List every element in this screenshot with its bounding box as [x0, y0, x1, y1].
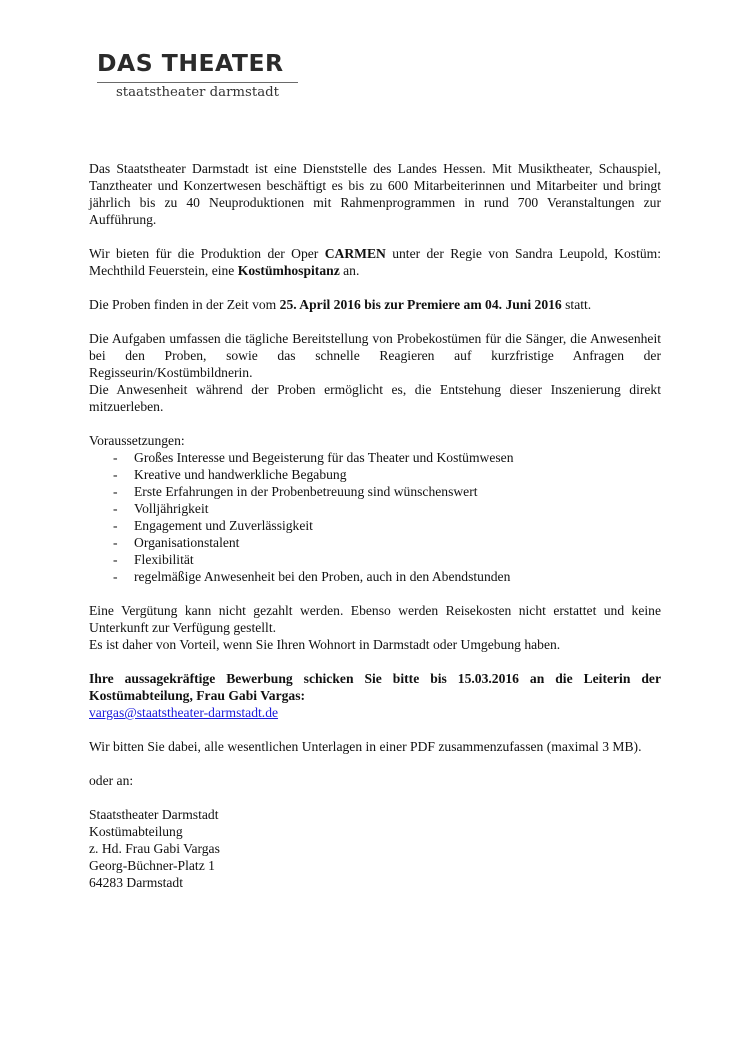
theater-logo [97, 50, 299, 100]
address-line: 64283 Darmstadt [89, 875, 184, 890]
advantage-paragraph: Es ist daher von Vorteil, wenn Sie Ihren Wohnort in Darmstadt oder Umgebung haben. [89, 637, 561, 652]
requirements-list [89, 449, 661, 585]
address-line: Kostümabteilung [89, 824, 183, 839]
list-item: - regelmäßige Anwesenheit bei den Proben, auch in den Abendstunden [89, 568, 661, 585]
offer-text-3: an. [339, 263, 360, 278]
compensation-paragraph: Eine Vergütung kann nicht gezahlt werden. Ebenso werden Reisekosten nicht erstattet und keine Unterkunft zur Verfügung gestellt. [89, 603, 661, 635]
list-item: - Erste Erfahrungen in der Probenbetreuung sind wünschenswert [89, 483, 661, 500]
rehearsal-period: 25. April 2016 bis zur Premiere am 04. Juni 2016 [279, 297, 562, 312]
list-item: - Volljährigkeit [89, 500, 661, 517]
email-line [89, 704, 661, 721]
logo-subtitle: staatstheater darmstadt [115, 85, 279, 100]
dates-suffix: statt. [561, 297, 592, 312]
dates-prefix: Die Proben finden in der Zeit vom [89, 297, 280, 312]
postal-address [89, 806, 661, 891]
dates-paragraph [89, 296, 661, 313]
experience-paragraph: Die Anwesenheit während der Proben ermöglicht es, die Entstehung dieser Inszenierung direkt mitzuerleben. [89, 382, 661, 414]
application-instructions: Ihre aussagekräftige Bewerbung schicken Sie bitte bis 15.03.2016 an die Leiterin der Kostümabteilung, Frau Gabi Vargas: [89, 671, 661, 703]
position-title: Kostümhospitanz [237, 263, 340, 278]
application-paragraph [89, 670, 661, 704]
requirements-heading: Voraussetzungen: [89, 433, 185, 448]
list-item: - Engagement und Zuverlässigkeit [89, 517, 661, 534]
tasks-paragraph: Die Aufgaben umfassen die tägliche Bereitstellung von Probekostümen für die Sänger, die Anwesenheit bei den Proben, sowie das schnelle Reagieren auf kurzfristige Anfragen der Regisseurin/Kostümbildnerin. [89, 331, 661, 380]
logo-divider [97, 82, 298, 83]
letter-body [89, 160, 661, 891]
intro-paragraph: Das Staatstheater Darmstadt ist eine Dienststelle des Landes Hessen. Mit Musiktheater, Schauspiel, Tanztheater und Konzertwesen beschäftigt es bis zu 600 Mitarbeiterinnen und Mitarbeiter und bringt jährlich bis zu 40 Neuproduktionen mit Rahmenprogrammen in rund 700 Veranstaltungen zur Aufführung. [89, 161, 661, 227]
list-item: - Kreative und handwerkliche Begabung [89, 466, 661, 483]
offer-text-2: unter der Regie von Sandra Leupold, Kostüm: Mechthild Feuerstein, eine [89, 246, 661, 278]
offer-text-1: Wir bieten für die Produktion der Oper [89, 246, 325, 261]
address-line: Staatstheater Darmstadt [89, 807, 219, 822]
address-line: Georg-Büchner-Platz 1 [89, 858, 215, 873]
pdf-note-paragraph: Wir bitten Sie dabei, alle wesentlichen Unterlagen in einer PDF zusammenzufassen (maximal 3 MB). [89, 739, 642, 754]
list-item: - Flexibilität [89, 551, 661, 568]
list-item: - Großes Interesse und Begeisterung für das Theater und Kostümwesen [89, 449, 661, 466]
opera-title: CARMEN [324, 246, 386, 261]
offer-paragraph [89, 245, 661, 279]
logo-title: DAS THEATER [97, 49, 284, 77]
or-paragraph: oder an: [89, 773, 134, 788]
address-line: z. Hd. Frau Gabi Vargas [89, 841, 220, 856]
contact-email-link[interactable]: vargas@staatstheater-darmstadt.de [89, 705, 279, 720]
list-item: - Organisationstalent [89, 534, 661, 551]
